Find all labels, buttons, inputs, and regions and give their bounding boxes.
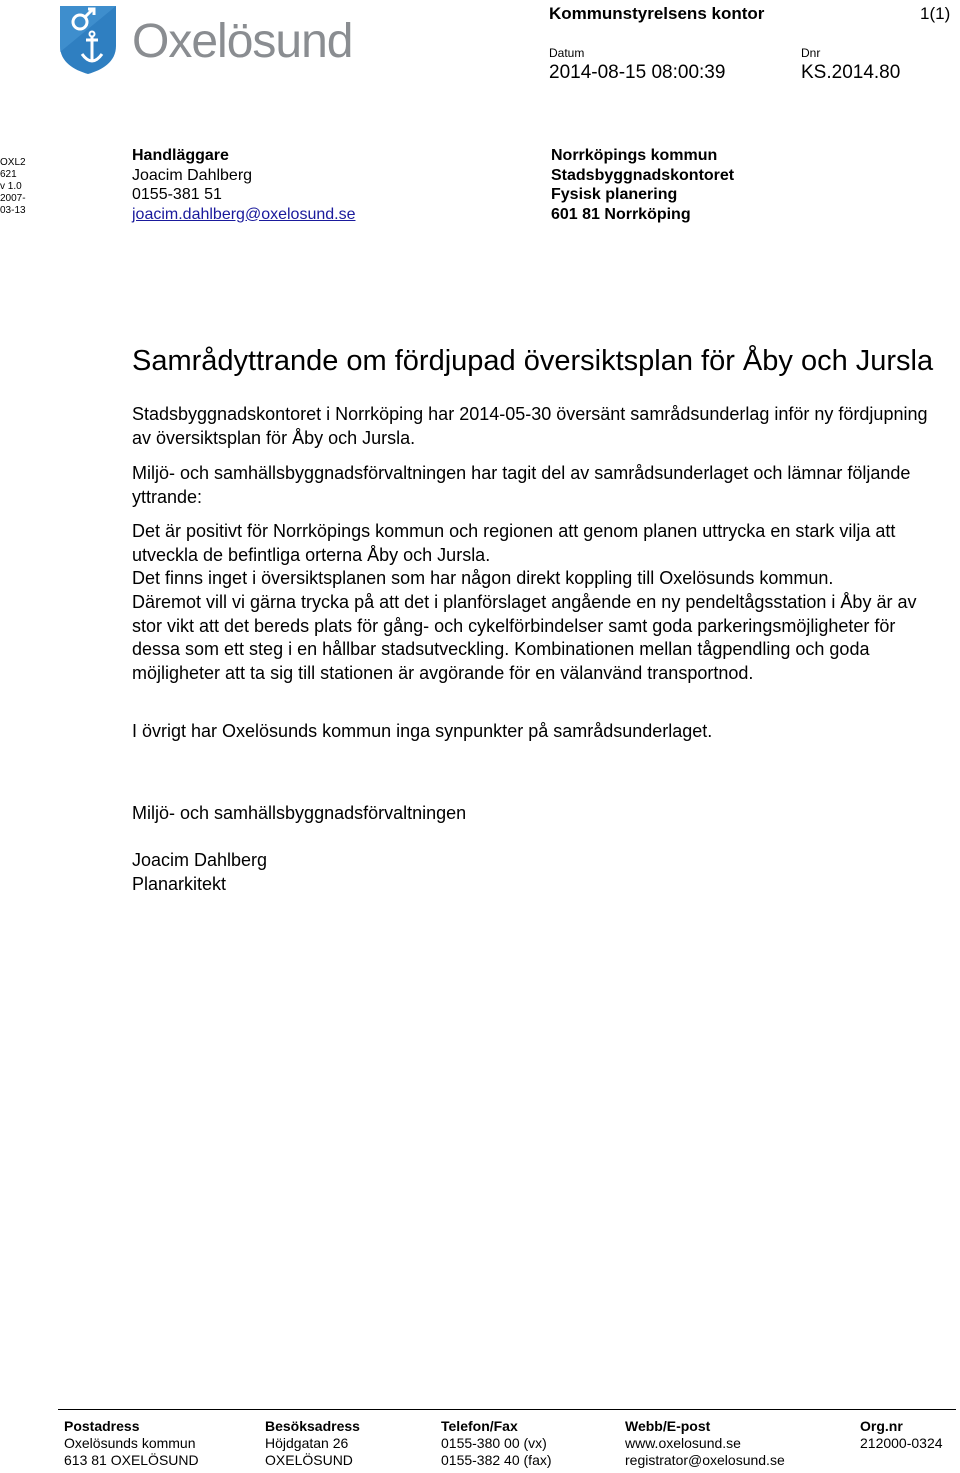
handlaggare-block: [132, 146, 355, 224]
handlaggare-email-link[interactable]: joacim.dahlberg@oxelosund.se: [132, 205, 356, 223]
footer-besoksadress: [265, 1418, 360, 1469]
recipient-line: Norrköpings kommun: [551, 147, 718, 164]
form-code-line: 2007-: [0, 193, 26, 204]
footer-website-link[interactable]: www.oxelosund.se: [625, 1435, 741, 1451]
date-value: 2014-08-15 08:00:39: [549, 62, 726, 83]
oxelosund-logo-shield-icon: [58, 4, 118, 74]
footer-heading: Besöksadress: [265, 1418, 360, 1434]
paragraph-6: I övrigt har Oxelösunds kommun inga synpunkter på samrådsunderlaget.: [132, 721, 713, 741]
form-code-line: v 1.0: [0, 181, 22, 192]
dnr-value: KS.2014.80: [801, 62, 901, 83]
signature-title: Planarkitekt: [132, 874, 227, 894]
letter-heading: Samrådyttrande om fördjupad översiktsplan för Åby och Jursla: [132, 345, 934, 377]
footer-line: 0155-380 00 (vx): [441, 1435, 547, 1451]
form-code: [0, 157, 34, 217]
handlaggare-name: Joacim Dahlberg: [132, 166, 253, 184]
recipient-line: Fysisk planering: [551, 186, 678, 203]
form-code-line: 03-13: [0, 205, 26, 216]
footer-heading: Postadress: [64, 1418, 140, 1434]
footer-telefon: [441, 1418, 552, 1469]
footer-line: OXELÖSUND: [265, 1452, 353, 1468]
footer-line: Oxelösunds kommun: [64, 1435, 196, 1451]
handlaggare-title: Handläggare: [132, 147, 229, 164]
office-name: Kommunstyrelsens kontor: [549, 4, 765, 23]
footer-postadress: [64, 1418, 199, 1469]
footer-email-link[interactable]: registrator@oxelosund.se: [625, 1452, 785, 1468]
footer-heading: Org.nr: [860, 1418, 903, 1434]
footer-orgnr: [860, 1418, 943, 1452]
recipient-line: Stadsbyggnadskontoret: [551, 166, 735, 184]
paragraph-3: Det är positivt för Norrköpings kommun och regionen att genom planen uttrycka en stark vilja att utveckla de befintliga orterna Åby och Jursla.: [132, 521, 896, 565]
footer-line: 613 81 OXELÖSUND: [64, 1452, 199, 1468]
form-code-line: 621: [0, 169, 17, 180]
signature-org: Miljö- och samhällsbyggnadsförvaltningen: [132, 803, 467, 823]
footer-line: 0155-382 40 (fax): [441, 1452, 552, 1468]
dnr-label: Dnr: [801, 46, 821, 60]
recipient-address: [551, 146, 734, 224]
paragraph-1: Stadsbyggnadskontoret i Norrköping har 2014-05-30 översänt samrådsunderlag inför ny fördjupning av översiktsplan för Åby och Jursla.: [132, 404, 928, 448]
footer-webb: [625, 1418, 785, 1469]
paragraph-5: Däremot vill vi gärna trycka på att det i planförslaget angående en ny pendeltågsstation i Åby är av stor vikt att det bereds plats för gång- och cykelförbindelser samt goda parkeringsmöjligheter för dessa som ett steg i en hållbar stadsutveckling. Kombinationen mellan tågpendling och goda möjligheter att ta sig till stationen är avgörande för en välanvänd transportnod.: [132, 592, 917, 683]
logo-wordmark: Oxelösund: [132, 15, 353, 68]
footer-line: 212000-0324: [860, 1435, 943, 1451]
footer-line: Höjdgatan 26: [265, 1435, 349, 1451]
footer-heading: Webb/E-post: [625, 1418, 711, 1434]
footer-heading: Telefon/Fax: [441, 1418, 518, 1434]
paragraph-4: Det finns inget i översiktsplanen som har någon direkt koppling till Oxelösunds kommun.: [132, 568, 834, 588]
form-code-line: OXL2: [0, 157, 26, 168]
paragraph-2: Miljö- och samhällsbyggnadsförvaltningen har tagit del av samrådsunderlaget och lämnar följande yttrande:: [132, 463, 911, 507]
date-label: Datum: [549, 46, 585, 60]
page-number: 1(1): [920, 4, 951, 23]
footer-divider: [58, 1409, 956, 1410]
handlaggare-phone: 0155-381 51: [132, 186, 222, 203]
recipient-line: 601 81 Norrköping: [551, 205, 691, 223]
signature-name: Joacim Dahlberg: [132, 850, 268, 870]
